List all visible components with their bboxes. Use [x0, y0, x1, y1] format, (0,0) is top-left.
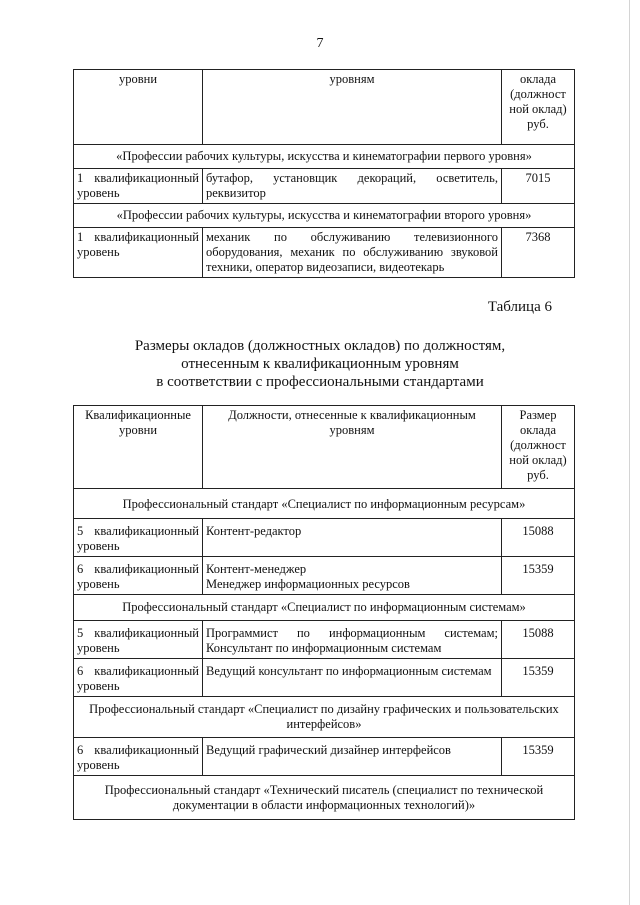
positions-cell [203, 621, 502, 659]
level-cell [74, 228, 203, 278]
level-line: 6 квалификационный [77, 664, 199, 678]
position-line: Менеджер информационных ресурсов [206, 577, 410, 591]
table-section-row [74, 145, 575, 169]
table-row [74, 738, 575, 776]
level-line: уровень [77, 641, 120, 655]
table-section-row [74, 776, 575, 820]
section-title: Профессиональный стандарт «Технический писатель (специалист по технической документации в области информационных технологий)» [74, 776, 575, 820]
header-positions-line: Должности, отнесенные к квалификационным [228, 408, 476, 422]
header-level-line: Квалификационные [85, 408, 191, 422]
table-row [74, 228, 575, 278]
header-salary-line: Размер [519, 408, 557, 422]
level-line: уровень [77, 245, 120, 259]
salary-cell: 15359 [502, 659, 575, 697]
table-row [74, 621, 575, 659]
level-line: уровень [77, 679, 120, 693]
level-line: уровень [77, 758, 120, 772]
level-cell [74, 557, 203, 595]
header-salary-line: ной оклад) [509, 453, 567, 467]
header-level [74, 406, 203, 489]
scan-edge-line [629, 0, 630, 905]
salary-table-continued [73, 69, 575, 278]
level-cell [74, 169, 203, 204]
salary-cell: 15359 [502, 557, 575, 595]
level-line: уровень [77, 577, 120, 591]
table-section-row [74, 204, 575, 228]
level-line: 6 квалификационный [77, 562, 199, 576]
table-section-row [74, 489, 575, 519]
level-cell [74, 659, 203, 697]
level-line: уровень [77, 539, 120, 553]
section-title: «Профессии рабочих культуры, искусства и кинематографии первого уровня» [74, 145, 575, 169]
position-line: Контент-менеджер [206, 562, 307, 576]
position-line: Контент-редактор [206, 524, 302, 538]
header-positions-line: уровням [329, 423, 375, 437]
table-caption: Таблица 6 [487, 299, 552, 315]
header-salary-line: ной оклад) [509, 102, 567, 116]
header-salary-line: руб. [527, 117, 549, 131]
header-salary-line: оклада [519, 423, 557, 437]
heading-line: Размеры окладов (должностных окладов) по должностям, [134, 338, 506, 354]
section-title: Профессиональный стандарт «Специалист по информационным ресурсам» [74, 489, 575, 519]
table-section-row [74, 697, 575, 738]
salary-cell: 15088 [502, 519, 575, 557]
table-header-row [74, 70, 575, 145]
header-positions [203, 406, 502, 489]
positions-cell: бутафор, установщик декораций, осветитель, реквизитор [203, 169, 502, 204]
page-number: 7 [316, 36, 324, 51]
salary-cell: 7015 [502, 169, 575, 204]
header-positions: уровням [203, 70, 502, 145]
salary-cell: 15088 [502, 621, 575, 659]
header-level-line: уровни [118, 423, 158, 437]
section-title: Профессиональный стандарт «Специалист по дизайну графических и пользовательских интерфейсов» [74, 697, 575, 738]
table-row [74, 519, 575, 557]
level-line: 5 квалификационный [77, 626, 199, 640]
header-level: уровни [74, 70, 203, 145]
position-line: Ведущий графический дизайнер интерфейсов [206, 743, 451, 757]
header-salary-line: (должност [510, 87, 566, 101]
table-header-row [74, 406, 575, 489]
level-cell [74, 738, 203, 776]
salary-cell: 15359 [502, 738, 575, 776]
level-line: 1 квалификационный [77, 171, 199, 185]
level-line: уровень [77, 186, 120, 200]
header-salary-line: руб. [527, 468, 549, 482]
positions-cell [203, 557, 502, 595]
section-heading [0, 337, 640, 391]
table-section-row [74, 595, 575, 621]
level-cell [74, 519, 203, 557]
salary-cell: 7368 [502, 228, 575, 278]
header-salary [502, 406, 575, 489]
level-cell [74, 621, 203, 659]
section-title: Профессиональный стандарт «Специалист по информационным системам» [74, 595, 575, 621]
positions-cell [203, 659, 502, 697]
salary-table-standards [73, 405, 575, 820]
heading-line: в соответствии с профессиональными стандартами [156, 374, 484, 390]
level-line: 5 квалификационный [77, 524, 199, 538]
position-line: Ведущий консультант по информационным системам [206, 664, 492, 678]
heading-line: отнесенным к квалификационным уровням [181, 356, 459, 372]
header-salary-line: оклада [519, 72, 557, 86]
level-line: 1 квалификационный [77, 230, 199, 244]
section-title: «Профессии рабочих культуры, искусства и кинематографии второго уровня» [74, 204, 575, 228]
position-line: Программист по информационным системам; Консультант по информационным системам [206, 626, 498, 655]
level-line: 6 квалификационный [77, 743, 199, 757]
positions-cell [203, 738, 502, 776]
table-row [74, 659, 575, 697]
header-salary-line: (должност [510, 438, 566, 452]
positions-cell: механик по обслуживанию телевизионного оборудования, механик по обслуживанию звуковой техники, оператор видеозаписи, видеотекарь [203, 228, 502, 278]
table-row [74, 557, 575, 595]
header-salary [502, 70, 575, 145]
positions-cell [203, 519, 502, 557]
table-row [74, 169, 575, 204]
